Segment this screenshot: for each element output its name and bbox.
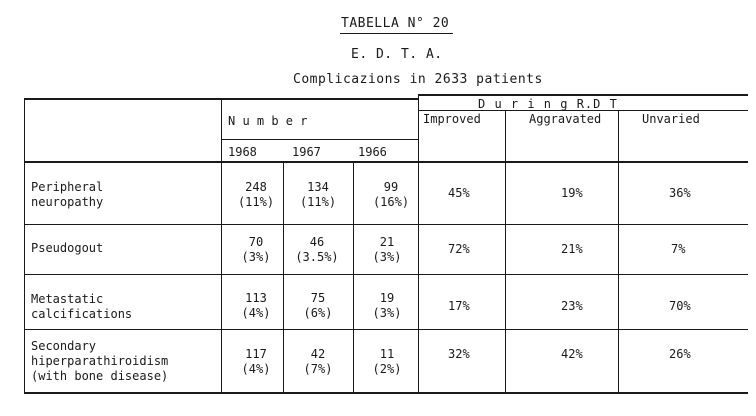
- cell-1966: 21 (3%): [372, 235, 402, 264]
- cell-improved: 72%: [448, 242, 470, 256]
- cell-1966: 99 (16%): [372, 180, 410, 209]
- aggravated-header: Aggravated: [529, 112, 602, 126]
- col-rule-improved: [505, 110, 506, 393]
- rule-top-during: [418, 94, 748, 96]
- table-number-title: TABELLA N° 20: [341, 16, 450, 31]
- cell-1968: 113 (4%): [241, 291, 271, 320]
- unvaried-header: Unvaried: [642, 112, 700, 126]
- cell-1967: 75 (6%): [303, 291, 333, 320]
- title-underline: [340, 33, 453, 34]
- col-rule-label: [221, 98, 222, 393]
- cell-aggravated: 21%: [561, 242, 583, 256]
- cell-1967: 134 (11%): [299, 180, 337, 209]
- cell-aggravated: 19%: [561, 186, 583, 200]
- year-1967-header: 1967: [292, 145, 321, 159]
- cell-1968: 248 (11%): [237, 180, 275, 209]
- cell-1968: 70 (3%): [241, 235, 271, 264]
- cell-unvaried: 70%: [669, 299, 691, 313]
- cell-unvaried: 36%: [669, 186, 691, 200]
- cell-unvaried: 7%: [671, 242, 686, 256]
- rule-row-1: [24, 224, 748, 225]
- rule-row-2: [24, 274, 748, 275]
- cell-improved: 32%: [448, 347, 470, 361]
- cell-aggravated: 42%: [561, 347, 583, 361]
- rule-years-top: [222, 139, 418, 140]
- number-header: N u m b e r: [228, 114, 308, 128]
- year-1966-header: 1966: [358, 145, 387, 159]
- col-rule-left: [24, 98, 25, 393]
- row-label: Peripheral neuropathy: [31, 180, 104, 209]
- cell-aggravated: 23%: [561, 299, 583, 313]
- during-rdt-header: D u r i n g R.D T: [478, 97, 618, 111]
- cell-unvaried: 26%: [669, 347, 691, 361]
- improved-header: Improved: [423, 112, 481, 126]
- col-rule-number: [418, 94, 419, 393]
- caption: Complicazions in 2633 patients: [293, 72, 543, 87]
- row-label: Pseudogout: [31, 241, 104, 255]
- row-label: Metastatic calcifications: [31, 292, 133, 321]
- col-rule-aggravated: [618, 110, 619, 393]
- cell-1967: 46 (3.5%): [295, 235, 339, 264]
- cell-1967: 42 (7%): [303, 347, 333, 376]
- subtitle: E. D. T. A.: [351, 47, 443, 62]
- cell-improved: 17%: [448, 299, 470, 313]
- row-label: Secondary hiperparathiroidism (with bone disease): [31, 339, 169, 383]
- cell-1966: 19 (3%): [372, 291, 402, 320]
- cell-improved: 45%: [448, 186, 470, 200]
- col-rule-1967: [353, 161, 354, 393]
- year-1968-header: 1968: [228, 145, 257, 159]
- rule-header-bottom: [24, 161, 748, 163]
- rule-bottom: [24, 392, 748, 394]
- rule-row-3: [24, 329, 748, 330]
- cell-1968: 117 (4%): [241, 347, 271, 376]
- cell-1966: 11 (2%): [372, 347, 402, 376]
- col-rule-1968: [283, 161, 284, 393]
